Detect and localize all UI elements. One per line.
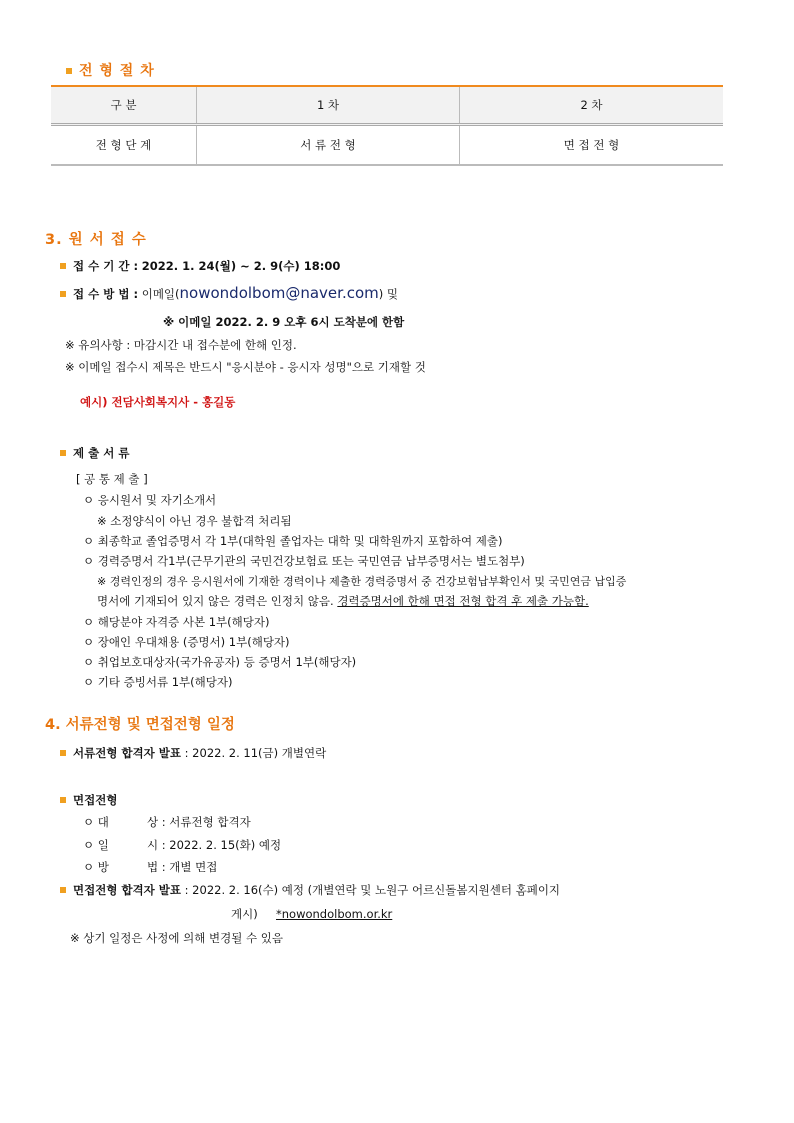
list-item: ㅇ 해당분야 자격증 사본 1부(해당자)	[83, 615, 270, 629]
list-item: ㅇ 취업보호대상자(국가유공자) 등 증명서 1부(해당자)	[83, 655, 357, 669]
interview-item: ㅇ 방 법 : 개별 면접	[83, 860, 218, 874]
table-header-cell: 1 차	[197, 86, 460, 125]
underlined-note: 경력증명서에 한해 면접 전형 합격 후 제출 가능함.	[337, 594, 589, 608]
interview-item: ㅇ 일 시 : 2022. 2. 15(화) 예정	[83, 838, 282, 852]
bullet-icon	[60, 750, 66, 756]
final-result: 면접전형 합격자 발표 : 2022. 2. 16(수) 예정 (개별연락 및 노원구 어르신돌봄지원센터 홈페이지	[60, 882, 560, 898]
application-heading: 3. 원 서 접 수	[45, 232, 147, 248]
application-method: 접 수 방 법 : 이메일(nowondolbom@naver.com) 및	[60, 284, 398, 302]
bullet-icon	[60, 291, 66, 297]
table-header-cell: 구 분	[51, 86, 197, 125]
bullet-icon	[66, 68, 72, 74]
list-item: ㅇ 기타 증빙서류 1부(해당자)	[83, 675, 233, 689]
email-link[interactable]: nowondolbom@naver.com	[179, 284, 379, 302]
schedule-heading: 4. 서류전형 및 면접전형 일정	[45, 717, 235, 733]
interview-item: ㅇ 대 상 : 서류전형 합격자	[83, 815, 251, 829]
table-cell: 면 접 전 형	[460, 125, 724, 166]
list-item: 명서에 기재되어 있지 않은 경력은 인정치 않음. 경력증명서에 한해 면접 전형 합격 후 제출 가능함.	[97, 594, 589, 608]
homepage-link[interactable]: *nowondolbom.or.kr	[276, 907, 393, 921]
interview-heading: 면접전형	[60, 792, 117, 808]
example-text: 예시) 전담사회복지사 - 홍길동	[80, 395, 236, 409]
bullet-icon	[60, 887, 66, 893]
bullet-icon	[60, 797, 66, 803]
doc-result: 서류전형 합격자 발표 : 2022. 2. 11(금) 개별연락	[60, 745, 326, 761]
final-result-cont: 게시) *nowondolbom.or.kr	[231, 907, 393, 921]
table-cell: 전 형 단 계	[51, 125, 197, 166]
note-2: ※ 이메일 접수시 제목은 반드시 "응시분야 - 응시자 성명"으로 기재할 것	[65, 360, 426, 374]
procedure-heading: 전 형 절 차	[66, 60, 155, 80]
list-item: ㅇ 장애인 우대채용 (증명서) 1부(해당자)	[83, 635, 290, 649]
table-row	[51, 125, 723, 166]
list-item: ㅇ 최종학교 졸업증명서 각 1부(대학원 졸업자는 대학 및 대학원까지 포함하여 제출)	[83, 534, 503, 548]
table-header-cell: 2 차	[460, 86, 724, 125]
table-header-row	[51, 86, 723, 125]
list-item: ㅇ 경력증명서 각1부(근무기관의 국민건강보험료 또는 국민연금 납부증명서는 별도첨부)	[83, 554, 525, 568]
common-label: [ 공 통 제 출 ]	[76, 472, 148, 486]
procedure-table	[51, 85, 723, 166]
documents-heading: 제 출 서 류	[60, 445, 129, 461]
bullet-icon	[60, 263, 66, 269]
list-item: ※ 소정양식이 아닌 경우 불합격 처리됨	[97, 514, 292, 528]
list-item: ㅇ 응시원서 및 자기소개서	[83, 493, 217, 507]
footnote: ※ 상기 일정은 사정에 의해 변경될 수 있음	[70, 931, 283, 945]
note-1: ※ 유의사항 : 마감시간 내 접수분에 한해 인정.	[65, 338, 297, 352]
deadline-note: ※ 이메일 2022. 2. 9 오후 6시 도착분에 한함	[163, 315, 405, 329]
table-cell: 서 류 전 형	[197, 125, 460, 166]
bullet-icon	[60, 450, 66, 456]
list-item: ※ 경력인정의 경우 응시원서에 기재한 경력이나 제출한 경력증명서 중 건강보험납부확인서 및 국민연금 납입증	[97, 575, 627, 588]
application-period: 접 수 기 간 : 2022. 1. 24(월) ~ 2. 9(수) 18:00	[60, 258, 340, 274]
